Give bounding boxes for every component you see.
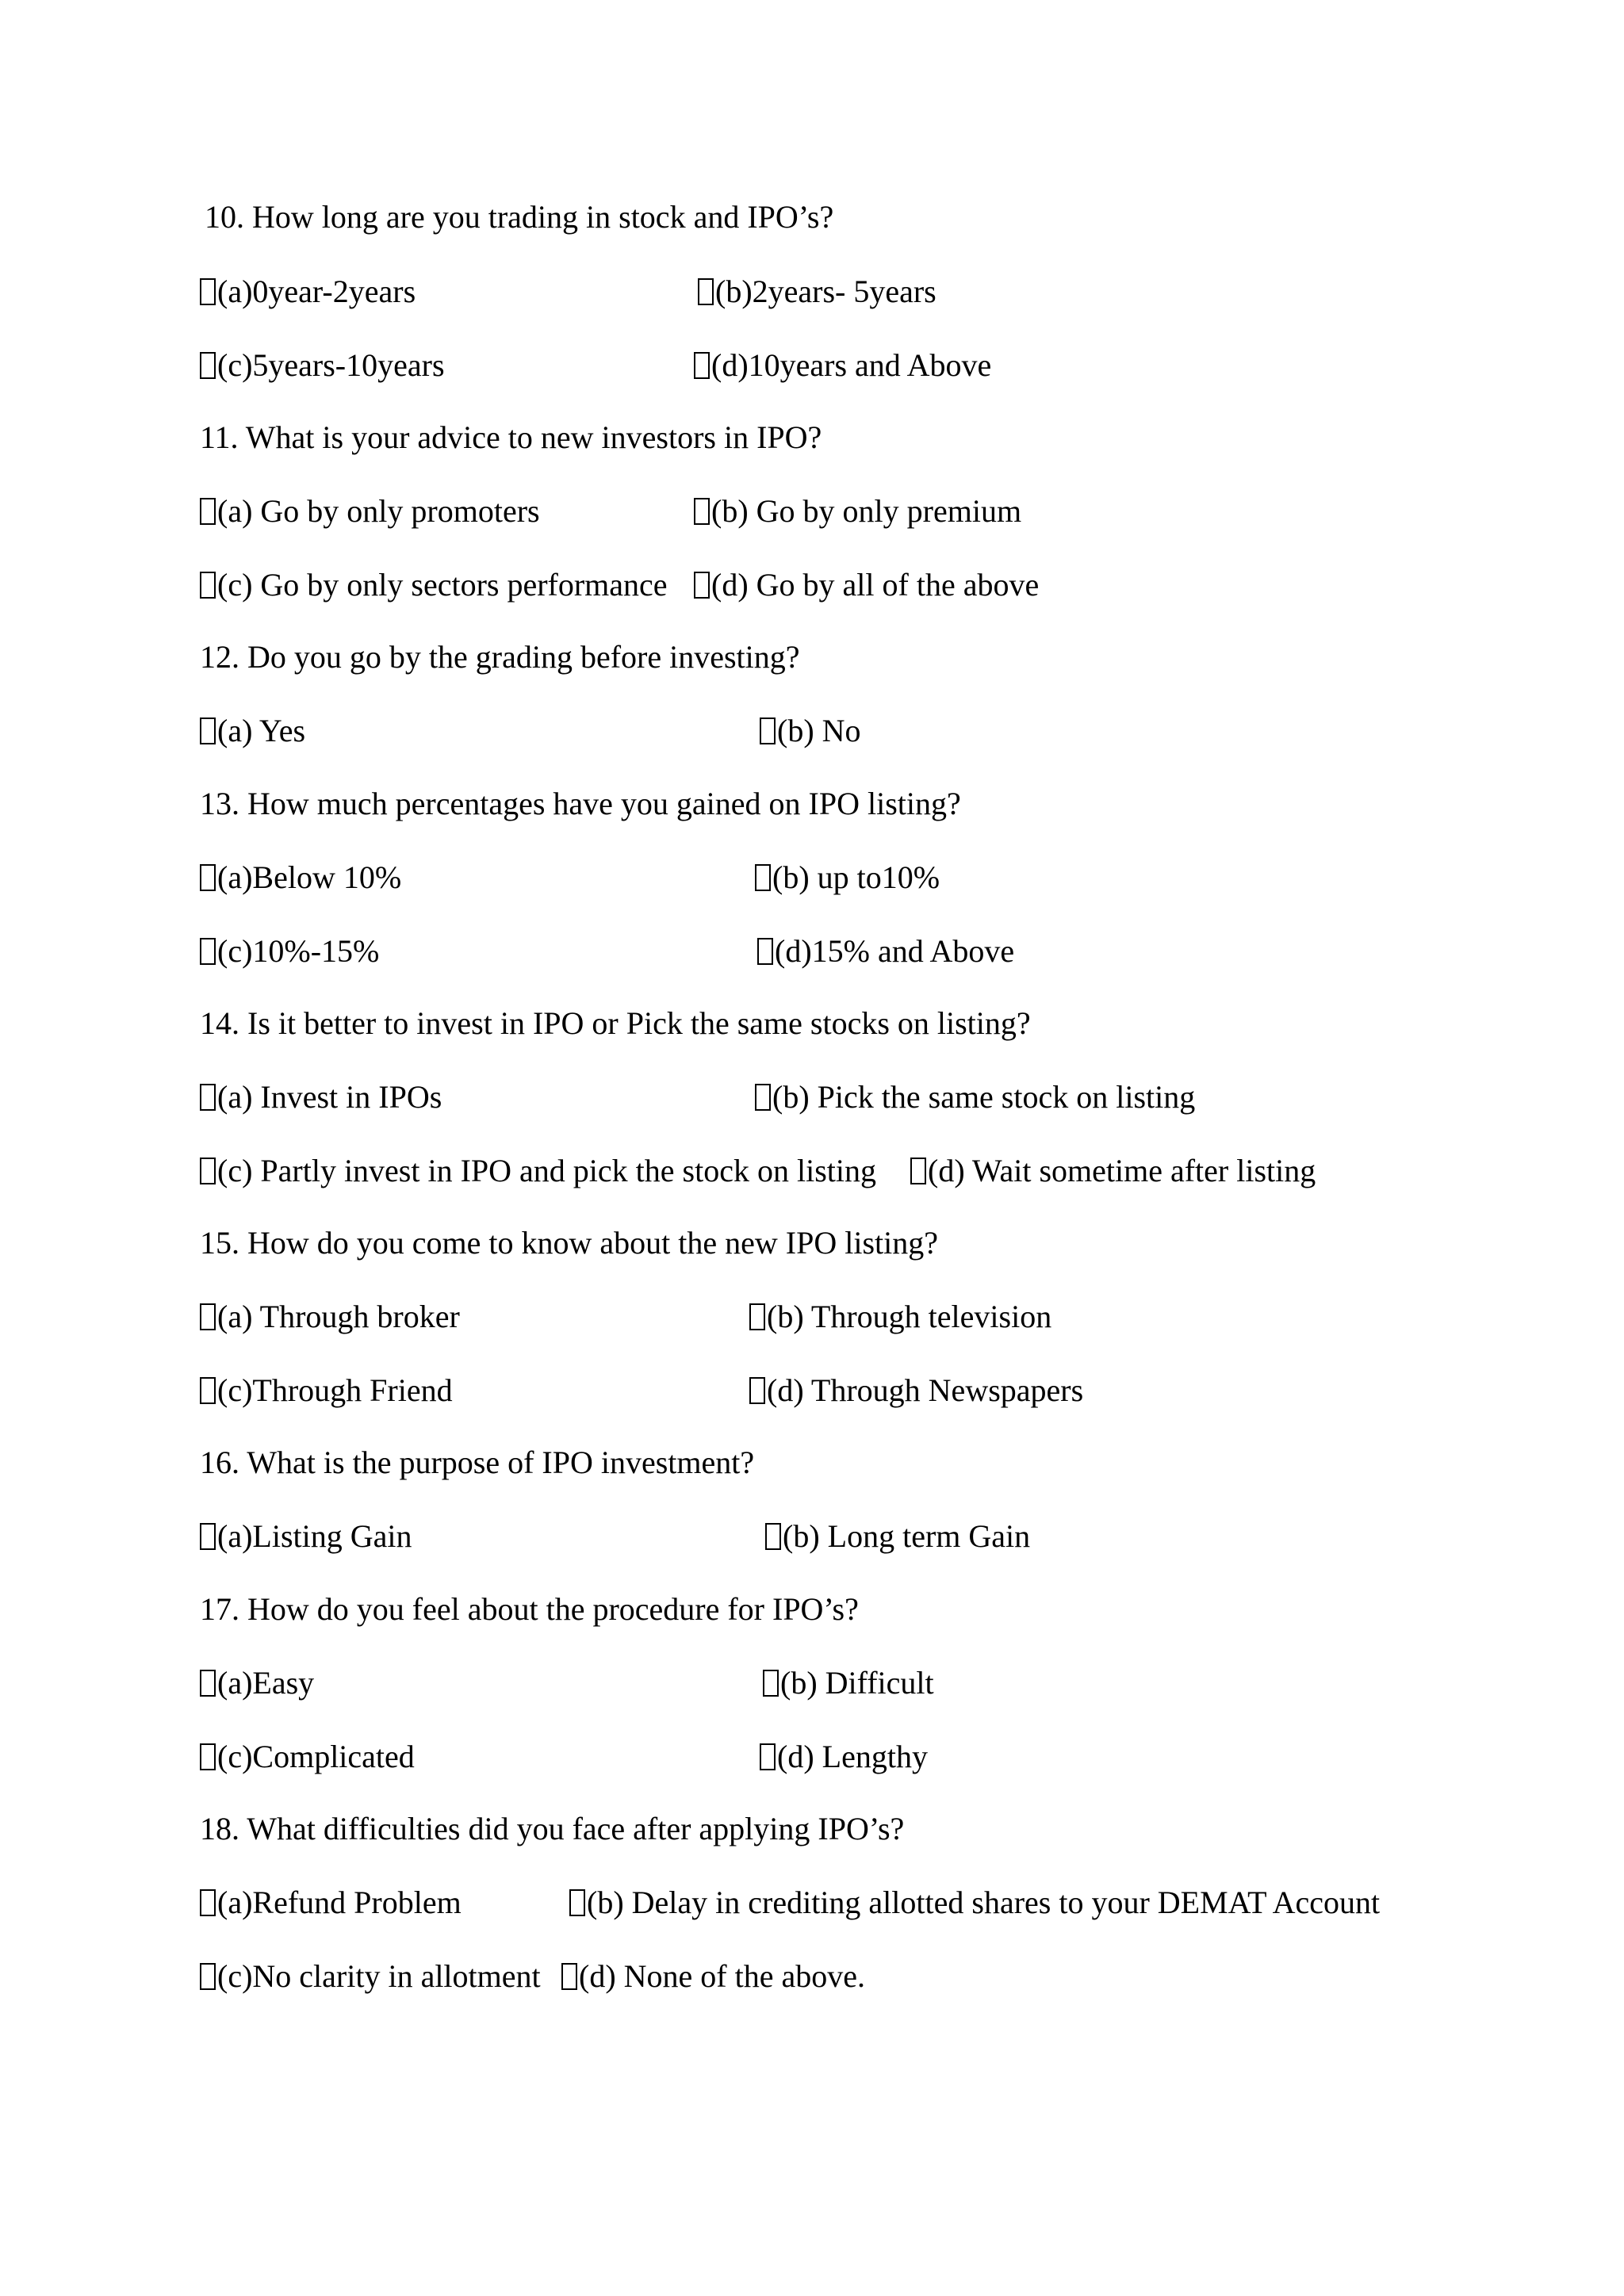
option-15b[interactable]: (b) Through television	[749, 1298, 1051, 1336]
checkbox-icon[interactable]	[200, 1963, 216, 1990]
checkbox-icon[interactable]	[200, 498, 216, 525]
checkbox-icon[interactable]	[200, 278, 216, 305]
checkbox-icon[interactable]	[200, 1377, 216, 1404]
option-15a[interactable]: (a) Through broker	[200, 1298, 460, 1336]
option-13c[interactable]: (c)10%-15%	[200, 932, 379, 970]
checkbox-icon[interactable]	[561, 1963, 577, 1990]
checkbox-icon[interactable]	[200, 938, 216, 965]
question-12: 12. Do you go by the grading before investing?	[200, 639, 800, 675]
question-13: 13. How much percentages have you gained on IPO listing?	[200, 786, 961, 821]
question-18: 18. What difficulties did you face after applying IPO’s?	[200, 1811, 905, 1846]
option-14d[interactable]: (d) Wait sometime after listing	[910, 1152, 1316, 1190]
option-11a[interactable]: (a) Go by only promoters	[200, 492, 540, 530]
checkbox-icon[interactable]	[200, 1158, 216, 1184]
option-18d[interactable]: (d) None of the above.	[561, 1957, 865, 1996]
question-10: 10. How long are you trading in stock and IPO’s?	[205, 199, 834, 235]
option-13a[interactable]: (a)Below 10%	[200, 859, 401, 897]
option-11d[interactable]: (d) Go by all of the above	[694, 566, 1039, 604]
checkbox-icon[interactable]	[910, 1158, 926, 1184]
checkbox-icon[interactable]	[755, 864, 771, 891]
option-13b[interactable]: (b) up to10%	[755, 859, 940, 897]
option-14a[interactable]: (a) Invest in IPOs	[200, 1078, 442, 1116]
option-11c[interactable]: (c) Go by only sectors performance	[200, 566, 668, 604]
checkbox-icon[interactable]	[760, 1743, 776, 1770]
checkbox-icon[interactable]	[749, 1377, 765, 1404]
option-10b[interactable]: (b)2years- 5years	[698, 273, 936, 311]
checkbox-icon[interactable]	[694, 572, 710, 599]
checkbox-icon[interactable]	[200, 1084, 216, 1111]
checkbox-icon[interactable]	[200, 1670, 216, 1697]
option-13d[interactable]: (d)15% and Above	[757, 932, 1014, 970]
option-18c[interactable]: (c)No clarity in allotment	[200, 1957, 541, 1996]
checkbox-icon[interactable]	[765, 1523, 781, 1550]
checkbox-icon[interactable]	[569, 1889, 585, 1916]
option-17d[interactable]: (d) Lengthy	[760, 1738, 928, 1776]
checkbox-icon[interactable]	[763, 1670, 779, 1697]
option-12a[interactable]: (a) Yes	[200, 712, 305, 750]
option-12b[interactable]: (b) No	[760, 712, 861, 750]
checkbox-icon[interactable]	[200, 1889, 216, 1916]
checkbox-icon[interactable]	[757, 938, 773, 965]
question-11: 11. What is your advice to new investors in IPO?	[200, 419, 822, 455]
checkbox-icon[interactable]	[200, 718, 216, 744]
option-17a[interactable]: (a)Easy	[200, 1664, 314, 1702]
checkbox-icon[interactable]	[698, 278, 714, 305]
checkbox-icon[interactable]	[694, 352, 710, 379]
option-10d[interactable]: (d)10years and Above	[694, 346, 991, 385]
checkbox-icon[interactable]	[200, 1303, 216, 1330]
option-15d[interactable]: (d) Through Newspapers	[749, 1372, 1083, 1410]
question-17: 17. How do you feel about the procedure for IPO’s?	[200, 1591, 859, 1627]
option-10c[interactable]: (c)5years-10years	[200, 346, 445, 385]
option-18a[interactable]: (a)Refund Problem	[200, 1884, 462, 1922]
question-15: 15. How do you come to know about the new IPO listing?	[200, 1225, 938, 1261]
option-11b[interactable]: (b) Go by only premium	[694, 492, 1021, 530]
option-16a[interactable]: (a)Listing Gain	[200, 1517, 412, 1556]
option-17b[interactable]: (b) Difficult	[763, 1664, 934, 1702]
checkbox-icon[interactable]	[694, 498, 710, 525]
option-15c[interactable]: (c)Through Friend	[200, 1372, 453, 1410]
checkbox-icon[interactable]	[200, 572, 216, 599]
question-14: 14. Is it better to invest in IPO or Pick the same stocks on listing?	[200, 1005, 1031, 1041]
checkbox-icon[interactable]	[200, 1523, 216, 1550]
checkbox-icon[interactable]	[749, 1303, 765, 1330]
option-17c[interactable]: (c)Complicated	[200, 1738, 415, 1776]
checkbox-icon[interactable]	[200, 864, 216, 891]
option-10a[interactable]: (a)0year-2years	[200, 273, 416, 311]
checkbox-icon[interactable]	[755, 1084, 771, 1111]
option-16b[interactable]: (b) Long term Gain	[765, 1517, 1030, 1556]
option-14b[interactable]: (b) Pick the same stock on listing	[755, 1078, 1195, 1116]
question-16: 16. What is the purpose of IPO investment?	[200, 1445, 755, 1480]
option-18b[interactable]: (b) Delay in crediting allotted shares to your DEMAT Account	[569, 1884, 1380, 1922]
checkbox-icon[interactable]	[200, 352, 216, 379]
checkbox-icon[interactable]	[760, 718, 776, 744]
option-14c[interactable]: (c) Partly invest in IPO and pick the stock on listing	[200, 1152, 876, 1190]
checkbox-icon[interactable]	[200, 1743, 216, 1770]
